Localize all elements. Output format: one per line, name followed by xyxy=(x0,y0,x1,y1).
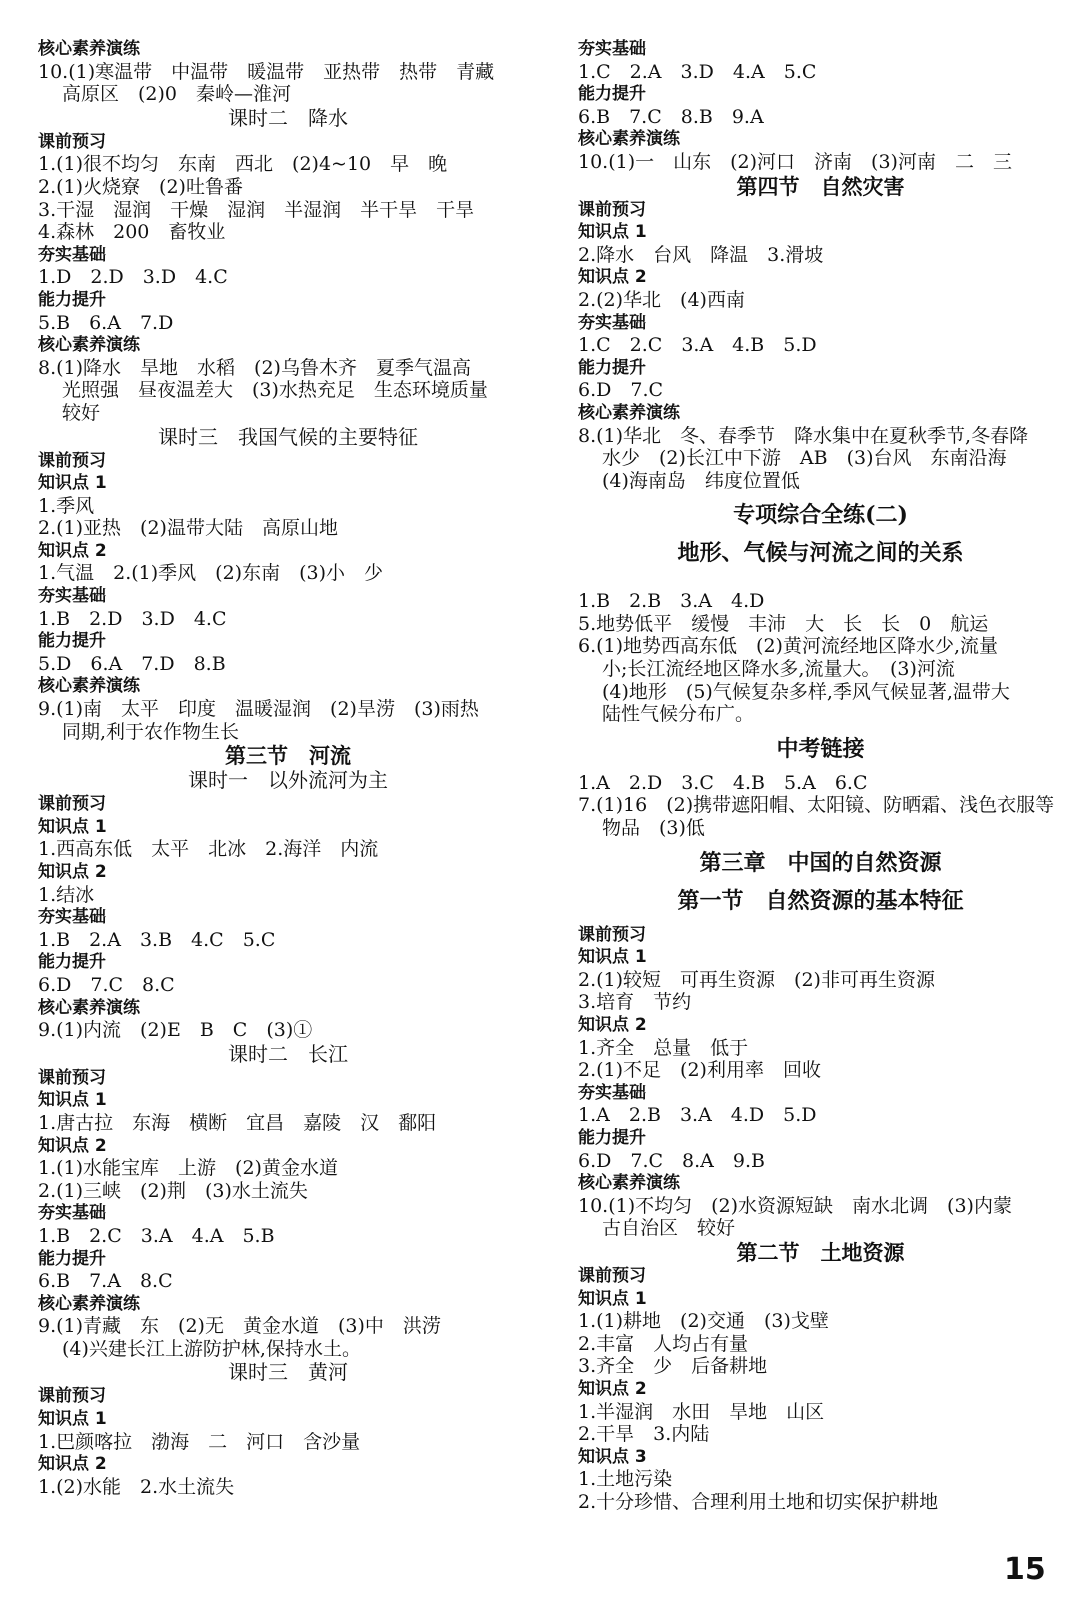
subheading: 知识点 3 xyxy=(578,1446,647,1467)
subheading: 夯实基础 xyxy=(38,907,106,928)
answer-line: 6.D 7.C 8.A 9.B xyxy=(578,1149,765,1172)
right-column xyxy=(578,38,1063,1513)
chapter-title: 地形、气候与河流之间的关系 xyxy=(677,540,964,567)
answer-line: 2.降水 台风 降温 3.滑坡 xyxy=(578,243,824,266)
answer-line: 1.B 2.B 3.A 4.D xyxy=(578,590,765,613)
subheading: 课前预习 xyxy=(578,924,646,945)
subheading: 知识点 2 xyxy=(578,1015,647,1035)
subheading: 课前预习 xyxy=(578,199,646,220)
answer-line: 1.C 2.A 3.D 4.A 5.C xyxy=(578,60,817,83)
answer-line: 2.(1)三峡 (2)荆 (3)水土流失 xyxy=(38,1179,308,1202)
answer-line: 1.(2)水能 2.水土流失 xyxy=(38,1475,235,1498)
answer-line: 1.A 2.B 3.A 4.D 5.D xyxy=(578,1104,817,1127)
answer-line-continued: 小;长江流经地区降水多,流量大。 (3)河流 xyxy=(602,658,955,681)
lesson-title: 课时二 长江 xyxy=(228,1041,348,1066)
answer-line: 1.唐古拉 东海 横断 宜昌 嘉陵 汉 鄱阳 xyxy=(38,1111,437,1134)
answer-line: 7.(1)16 (2)携带遮阳帽、太阳镜、防晒霜、浅色衣服等 xyxy=(578,794,1055,817)
chapter-title: 中考链接 xyxy=(776,735,865,762)
chapter-title: 专项综合全练(二) xyxy=(733,502,908,529)
subheading: 知识点 1 xyxy=(578,1288,647,1309)
answer-line: 6.D 7.C 8.C xyxy=(38,973,175,996)
answer-line: 8.(1)华北 冬、春季节 降水集中在夏秋季节,冬春降 xyxy=(578,424,1029,447)
page-number: 15 xyxy=(1004,1552,1046,1587)
answer-line: 1.巴颜喀拉 渤海 二 河口 含沙量 xyxy=(38,1430,361,1453)
answer-line-continued: 较好 xyxy=(62,401,101,424)
subheading: 核心素养演练 xyxy=(38,335,140,356)
answer-line: 2.干旱 3.内陆 xyxy=(578,1423,710,1446)
answer-line: 1.土地污染 xyxy=(578,1468,673,1491)
subheading: 夯实基础 xyxy=(578,39,646,59)
subheading: 核心素养演练 xyxy=(578,129,680,150)
answer-line: 6.D 7.C xyxy=(578,379,664,402)
subheading: 知识点 2 xyxy=(38,862,107,882)
answer-line: 3.干湿 湿润 干燥 湿润 半湿润 半干旱 干旱 xyxy=(38,198,475,221)
answer-line: 9.(1)南 太平 印度 温暖湿润 (2)旱涝 (3)雨热 xyxy=(38,698,479,721)
subheading: 课前预习 xyxy=(38,794,106,815)
subheading: 课前预习 xyxy=(38,450,106,471)
left-column xyxy=(38,38,538,1498)
answer-line: 1.(1)很不均匀 东南 西北 (2)4~10 早 晚 xyxy=(38,153,448,176)
answer-line: 1.C 2.C 3.A 4.B 5.D xyxy=(578,334,817,357)
answer-line: 1.B 2.C 3.A 4.A 5.B xyxy=(38,1224,275,1247)
answer-line-continued: 水少 (2)长江中下游 AB (3)台风 东南沿海 xyxy=(602,447,1007,470)
subheading: 核心素养演练 xyxy=(38,1293,140,1314)
section-title: 第四节 自然灾害 xyxy=(736,173,905,199)
answer-line: 2.(1)较短 可再生资源 (2)非可再生资源 xyxy=(578,968,935,991)
chapter-title: 第三章 中国的自然资源 xyxy=(699,849,942,876)
subheading: 能力提升 xyxy=(38,289,106,310)
lesson-title: 课时二 降水 xyxy=(228,105,348,130)
subheading: 知识点 1 xyxy=(578,222,647,243)
subheading: 知识点 2 xyxy=(578,1378,647,1399)
subheading: 课前预习 xyxy=(38,1386,106,1407)
answer-line: 1.西高东低 太平 北冰 2.海洋 内流 xyxy=(38,838,379,861)
answer-line-continued: (4)兴建长江上游防护林,保持水土。 xyxy=(62,1337,361,1360)
answer-line: 2.(1)亚热 (2)温带大陆 高原山地 xyxy=(38,517,338,540)
answer-line: 2.十分珍惜、合理利用土地和切实保护耕地 xyxy=(578,1490,939,1513)
answer-line: 2.(1)火烧寮 (2)吐鲁番 xyxy=(38,175,243,198)
subheading: 夯实基础 xyxy=(578,1082,646,1103)
subheading: 知识点 2 xyxy=(38,1135,107,1156)
subheading: 核心素养演练 xyxy=(578,1173,680,1194)
answer-line: 1.D 2.D 3.D 4.C xyxy=(38,266,228,289)
answer-line: 1.齐全 总量 低于 xyxy=(578,1036,749,1059)
subheading: 夯实基础 xyxy=(38,586,106,607)
answer-line-continued: 高原区 (2)0 秦岭—淮河 xyxy=(62,83,292,106)
subheading: 夯实基础 xyxy=(38,244,106,265)
answer-line: 3.培育 节约 xyxy=(578,991,692,1014)
section-title: 第二节 土地资源 xyxy=(736,1239,905,1265)
answer-line: 10.(1)一 山东 (2)河口 济南 (3)河南 二 三 xyxy=(578,150,1012,173)
answer-line: 1.气温 2.(1)季风 (2)东南 (3)小 少 xyxy=(38,562,383,585)
lesson-title: 课时三 我国气候的主要特征 xyxy=(158,424,418,449)
subheading: 核心素养演练 xyxy=(38,676,140,697)
answer-line: 8.(1)降水 旱地 水稻 (2)乌鲁木齐 夏季气温高 xyxy=(38,356,471,379)
answer-line: 1.B 2.A 3.B 4.C 5.C xyxy=(38,928,276,951)
subheading: 知识点 2 xyxy=(578,267,647,288)
answer-line: 2.丰富 人均占有量 xyxy=(578,1332,749,1355)
answer-line-continued: 物品 (3)低 xyxy=(602,817,705,840)
subheading: 课前预习 xyxy=(38,1067,106,1088)
answer-line: 5.B 6.A 7.D xyxy=(38,311,174,334)
answer-line: 1.A 2.D 3.C 4.B 5.A 6.C xyxy=(578,771,868,794)
section-title: 第三节 河流 xyxy=(225,743,351,769)
answer-line: 10.(1)寒温带 中温带 暖温带 亚热带 热带 青藏 xyxy=(38,60,495,83)
subheading: 课前预习 xyxy=(38,131,106,152)
subheading: 知识点 1 xyxy=(38,1409,107,1430)
subheading: 能力提升 xyxy=(38,631,106,652)
subheading: 知识点 1 xyxy=(38,816,107,837)
answer-line-continued: 古自治区 较好 xyxy=(602,1217,736,1240)
answer-line: 5.D 6.A 7.D 8.B xyxy=(38,652,226,675)
answer-line: 1.(1)耕地 (2)交通 (3)戈壁 xyxy=(578,1310,829,1333)
subheading: 能力提升 xyxy=(578,1127,646,1148)
subheading: 夯实基础 xyxy=(578,312,646,333)
subheading: 课前预习 xyxy=(578,1265,646,1286)
answer-line: 6.B 7.C 8.B 9.A xyxy=(578,105,764,128)
answer-line: 2.(2)华北 (4)西南 xyxy=(578,288,745,311)
answer-line-continued: 同期,利于农作物生长 xyxy=(62,720,240,743)
lesson-title: 课时一 以外流河为主 xyxy=(188,768,388,793)
subheading: 知识点 1 xyxy=(38,473,107,494)
answer-line: 9.(1)青藏 东 (2)无 黄金水道 (3)中 洪涝 xyxy=(38,1315,441,1338)
spacer xyxy=(578,576,1063,590)
subheading: 知识点 1 xyxy=(578,947,647,968)
answer-line-continued: (4)地形 (5)气候复杂多样,季风气候显著,温带大 xyxy=(602,680,1010,703)
chapter-title: 第一节 自然资源的基本特征 xyxy=(677,887,964,914)
lesson-title: 课时三 黄河 xyxy=(228,1360,348,1385)
subheading: 核心素养演练 xyxy=(578,402,680,423)
subheading: 能力提升 xyxy=(38,1248,106,1269)
answer-line: 1.(1)水能宝库 上游 (2)黄金水道 xyxy=(38,1157,338,1180)
subheading: 能力提升 xyxy=(38,952,106,973)
subheading: 知识点 2 xyxy=(38,1454,107,1475)
subheading: 知识点 2 xyxy=(38,540,107,561)
answer-line: 10.(1)不均匀 (2)水资源短缺 南水北调 (3)内蒙 xyxy=(578,1194,1012,1217)
subheading: 核心素养演练 xyxy=(38,39,140,59)
answer-line: 9.(1)内流 (2)E B C (3)① xyxy=(38,1019,313,1042)
answer-line: 1.季风 xyxy=(38,494,95,517)
subheading: 核心素养演练 xyxy=(38,997,140,1018)
answer-line: 4.森林 200 畜牧业 xyxy=(38,221,226,244)
answer-line-continued: 陆性气候分布广。 xyxy=(602,703,755,726)
answer-line: 1.B 2.D 3.D 4.C xyxy=(38,607,227,630)
answer-line: 6.(1)地势西高东低 (2)黄河流经地区降水少,流量 xyxy=(578,635,998,658)
answer-line: 3.齐全 少 后备耕地 xyxy=(578,1355,768,1378)
subheading: 能力提升 xyxy=(578,84,646,105)
subheading: 能力提升 xyxy=(578,357,646,378)
answer-line-continued: 光照强 昼夜温差大 (3)水热充足 生态环境质量 xyxy=(62,379,488,402)
answer-line: 2.(1)不足 (2)利用率 回收 xyxy=(578,1059,821,1082)
subheading: 知识点 1 xyxy=(38,1090,107,1111)
answer-line-continued: (4)海南岛 纬度位置低 xyxy=(602,469,800,492)
answer-line: 1.结冰 xyxy=(38,883,95,906)
answer-line: 1.半湿润 水田 旱地 山区 xyxy=(578,1400,825,1423)
subheading: 夯实基础 xyxy=(38,1203,106,1224)
answer-line: 6.B 7.A 8.C xyxy=(38,1270,173,1293)
answer-line: 5.地势低平 缓慢 丰沛 大 长 长 0 航运 xyxy=(578,612,989,635)
